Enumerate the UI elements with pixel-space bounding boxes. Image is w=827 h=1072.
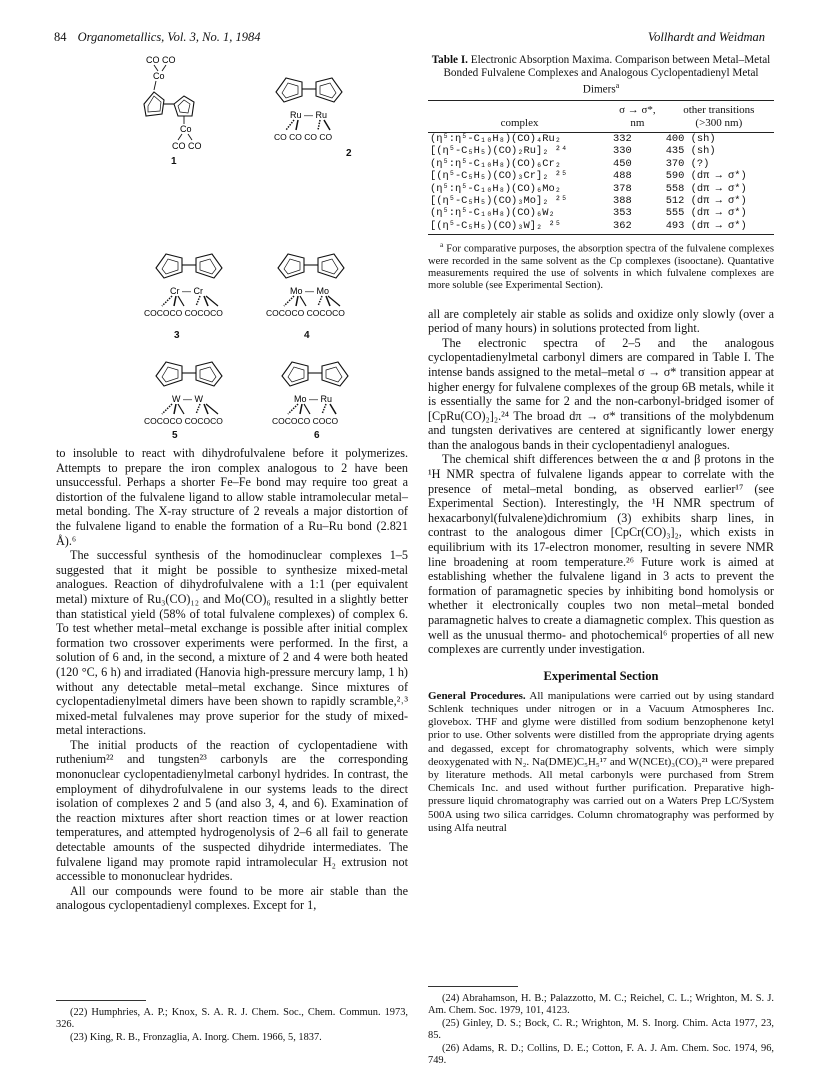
table-row [428,132,774,145]
s4-metals: Mo — Mo [290,286,330,296]
s3-metals: Cr — Cr [170,286,203,296]
s5-metals: W — W [172,394,203,404]
table-row [428,183,774,195]
footnote-rule-left [56,1000,146,1001]
s2-metals: Ru — Ru [290,110,328,120]
table-row [428,207,774,219]
th-other-unit: (>300 nm) [664,117,774,133]
structure-3-drawing [130,238,270,328]
running-header [54,30,765,46]
structure-4-drawing [252,238,392,328]
compound-number-3: 3 [174,330,180,341]
table-row [428,145,774,157]
right-paragraph-3: The chemical shift differences between the α and β protons in the ¹H NMR spectra of fulvalene ligands appear to correlate with the presence of metal–metal bonding, as observed earlier¹⁷ (see Experimental Section). Interestingly, the ¹H NMR spectrum of hexacarbonyl(fulvalene)dichromium (3) exhibits sharp lines, in contrast to the analogous dimer [CpCr(CO)₃]₂, which exists in equilibrium with its 17-electron monomer, resulting in severe NMR line broadening at room temperature.²⁶ Future work is aimed at establishing whether the fulvalene ligand in 3 acts to prevent the formation of paramagnetic species by inhibiting bond homolysis or whether it electronically couples two non metal–metal bonded paramagnetic halves to create a diamagnetic complex. This question as well as the unusual thermo- and photochemical⁶ properties of all new complexes are currently under investigation. [428,452,774,657]
journal-citation: Organometallics, Vol. 3, No. 1, 1984 [77,30,261,44]
right-column [428,54,774,835]
table-cell-nm: 362 [611,220,664,235]
structure-4 [252,238,392,341]
structure-5 [130,346,270,441]
table-cell-complex: (η⁵:η⁵-C₁₀H₈)(CO)₆W₂ [430,207,555,220]
compound-number-4: 4 [304,330,310,341]
compound-number-2: 2 [346,148,352,159]
table-name: Table I. [431,54,468,66]
compound-number-6: 6 [314,430,320,441]
structure-5-drawing [130,346,270,436]
table-cell-complex: [(η⁵-C₅H₅)(CO)₃W]₂ ²⁵ [428,220,611,235]
table-cell-other: 512 (dπ → σ*) [665,194,747,207]
structure-1-drawing [106,54,226,164]
footnote-rule-right [428,986,518,987]
footnote-24: (24) Abrahamson, H. B.; Palazzotto, M. C.; Reichel, C. L.; Wrighton, M. S. J. Am. Chem. Soc. 1979, 101, 4123. [428,993,774,1017]
table-row [428,220,774,235]
s1-bottom-carbonyls: CO CO [172,141,202,151]
table-cell-other: 435 (sh) [665,145,716,158]
table-cell-complex: [(η⁵-C₅H₅)(CO)₂Ru]₂ ²⁴ [430,145,568,158]
left-paragraph-2: The successful synthesis of the homodinuclear complexes 1–5 suggested that it might be possible to synthesize mixed-metal analogues. Reaction of dihydrofulvalene with a 1:1 (per equivalent metal) mixture of Ru₃(CO)₁₂ and Mo(CO)₆ resulted in a slightly better than statistical yield (58% of total fulvalene complexes) of complex 6. To test whether metal–metal exchange is possible after initial complex formation two crossover experiments were performed. In the first, a solution of 6 and, in the second, a mixture of 2 and 4 were both heated (120 °C, 6 h) and irradiated (Hanovia high-pressure mercury lamp, 1 h) without any detectable metal–metal exchange. Since mixtures of cyclopentadienylmetal dimers have been shown to rapidly scramble,²˒³ mixed-metal fulvalenes may prove superior for the study of mixed-metal interactions. [56,548,408,738]
table-cell-nm: 353 [613,207,632,220]
th-other-top: other transitions [664,101,774,117]
table-cell-nm: 450 [613,157,632,170]
footnotes-right [428,986,774,1067]
th-sigma-top: σ → σ*, [611,101,664,117]
table-cell-complex: (η⁵:η⁵-C₁₀H₈)(CO)₆Mo₂ [430,182,561,195]
table-cell-nm: 388 [613,194,632,207]
table-1 [428,54,774,293]
table-cell-other: 400 (sh) [665,132,716,145]
table-footnote-text: For comparative purposes, the absorption spectra of the fulvalene complexes were recorded in the same solvent as the Cp complexes (isooctane). Quantative measurements required the use of solvents in which fulvalene complexes are more soluble (see Experimental Section). [428,243,774,292]
table-cell-other: 558 (dπ → σ*) [665,182,747,195]
table-row [428,170,774,182]
table-cell-other: 370 (?) [665,157,710,170]
table-footnote [428,239,774,292]
table-cell-nm: 378 [613,182,632,195]
s2-carbonyls: CO CO CO CO [274,132,333,142]
left-body-text [56,446,408,913]
table-body [428,132,774,234]
structure-6-drawing [256,346,396,436]
th-sigma-unit: nm [611,117,664,133]
table-row [428,158,774,170]
experimental-text [428,690,774,835]
left-paragraph-3: The initial products of the reaction of cyclopentadiene with ruthenium²² and tungsten²³ carbonyls are the corresponding mononuclear cyclopentadienylmetal carbonyl hydrides. In contrast, the employment of dihydrofulvalene in our systems leads to the direct isolation of complexes 2 and 5 (and also 3, 4, and 6). Examination of the reaction mixtures after short reaction times or at lower reaction temperatures, and attempted hydrogenolysis of 2–6 all fail to generate detectable amounts of the suspected dihydride intermediates. The fulvalene ligand may promote rapid intramolecular H₂ extrusion not accessible to mononuclear hydrides. [56,737,408,884]
table-cell-complex: [(η⁵-C₅H₅)(CO)₃Mo]₂ ²⁵ [430,194,568,207]
table-caption [428,54,774,96]
s5-carbonyls: COCOCO COCOCO [144,416,223,426]
footnote-26: (26) Adams, R. D.; Collins, D. E.; Cotton, F. A. J. Am. Chem. Soc. 1974, 96, 749. [428,1042,774,1067]
table-cell-complex: (η⁵:η⁵-C₁₀H₈)(CO)₄Ru₂ [430,132,561,145]
structure-6 [256,346,396,441]
right-body-text [428,307,774,657]
s1-top-metal: Co [153,71,165,81]
left-paragraph-1: to insoluble to react with dihydrofulvalene before it polymerizes. Attempts to prepare the iron complex analogous to 2 have been unsuccessful. Perhaps a shorter Fe–Fe bond may require too great a distortion of the fulvalene ligand to allow stable intramolecular metal–metal bonding. The X-ray structure of 2 reveals a major distortion of the fulvalene ligand to enable the formation of a Ru–Ru bond (2.821 Å).⁶ [56,446,408,548]
right-paragraph-1: all are completely air stable as solids and oxidize only slowly (over a period of many hours) in solutions protected from light. [428,306,774,336]
table-cell-nm: 332 [613,132,632,145]
table-row [428,195,774,207]
experimental-body: All manipulations were carried out by using standard Schlenk techniques under nitrogen or in a Vacuum Atmospheres Inc. glovebox. THF and glyme were distilled from sodium benzophenone ketyl prior to use. Other solvents were distilled from the appropriate drying agents and degassed, except for chromatography solvents, which were simply deoxygenated with N₂. Na(DME)C₅H₅¹⁷ and W(NCEt)₃(CO)₃²¹ were prepared by literature methods. All metal carbonyls were purchased from Strem Chemicals Inc. and used without further purification. Preparative high-pressure liquid chromatography was carried out on a Waters Prep LC/System 500A using two silica carridges. Column chromatography was performed by using Alfa neutral [428,689,774,834]
left-column [56,54,408,913]
footnote-22: (22) Humphries, A. P.; Knox, S. A. R. J. Chem. Soc., Chem. Commun. 1973, 326. [56,1007,408,1031]
table-cell-nm: 330 [613,145,632,158]
footnote-25: (25) Ginley, D. S.; Bock, C. R.; Wrighton, M. S. Inorg. Chim. Acta 1977, 23, 85. [428,1017,774,1042]
s6-carbonyls: COCOCO COCO [272,416,339,426]
s6-metals: Mo — Ru [294,394,333,404]
structure-1 [106,54,226,167]
s4-carbonyls: COCOCO COCOCO [266,308,345,318]
table-footnote-mark: a [440,240,444,250]
page-number: 84 [54,30,67,44]
experimental-runin: General Procedures. [428,689,526,702]
experimental-section-title: Experimental Section [543,668,659,683]
s3-carbonyls: COCOCO COCOCO [144,308,223,318]
structure-3 [130,238,270,341]
structure-figures [56,54,408,446]
header-authors: Vollhardt and Weidman [647,30,765,44]
th-complex: complex [428,117,611,133]
header-left [54,30,261,45]
th-blank [428,101,611,117]
compound-number-5: 5 [172,430,178,441]
table-caption-mark: a [615,80,620,90]
table-cell-complex: [(η⁵-C₅H₅)(CO)₃Cr]₂ ²⁵ [430,170,568,183]
table-caption-text: Electronic Absorption Maxima. Comparison between Metal–Metal Bonded Fulvalene Complexes and Analogous Cyclopentadienyl Metal Dimers [443,54,771,96]
compound-number-1: 1 [171,156,177,167]
s1-bottom-metal: Co [180,124,192,134]
structure-2 [256,62,376,159]
footnote-23: (23) King, R. B., Fronzaglia, A. Inorg. Chem. 1966, 5, 1837. [70,1031,322,1043]
s1-top-carbonyls: CO CO [146,55,176,65]
table-cell-complex: (η⁵:η⁵-C₁₀H₈)(CO)₆Cr₂ [430,157,561,170]
structure-2-drawing [256,62,376,152]
table-cell-other: 590 (dπ → σ*) [665,170,747,183]
right-paragraph-2: The electronic spectra of 2–5 and the analogous cyclopentadienylmetal carbonyl dimers are compared in Table I. The intense bands assigned to the metal–metal σ → σ* transition appear at higher energy for fulvalene complexes of the group 6B metals, while it is essentially the same for 2 and the non-carbonyl-bridged isomer of [CpRu(CO)₂]₂.²⁴ The broad dπ → σ* transitions of the molybdenum and tungsten derivatives are centered at significantly lower energy than the analogous bands in their cyclopentadienyl analogues. [428,335,774,452]
footnotes-left [56,1000,408,1044]
table-cell-other: 493 (dπ → σ*) [664,220,774,235]
table-cell-nm: 488 [613,170,632,183]
table-cell-other: 555 (dπ → σ*) [665,207,747,220]
left-paragraph-4: All our compounds were found to be more air stable than the analogous cyclopentadienyl complexes. Except for 1, [56,883,408,913]
absorption-table [428,100,774,235]
